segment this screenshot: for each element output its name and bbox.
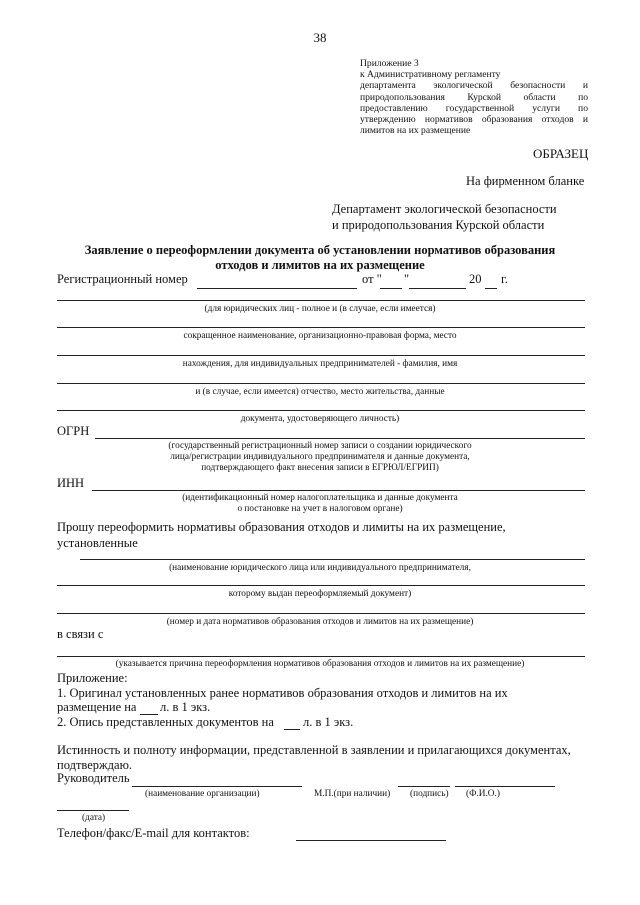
- letterhead-note: На фирменном бланке: [466, 174, 585, 188]
- addressee-line: и природопользования Курской области: [332, 218, 545, 232]
- addressee-line: Департамент экологической безопасности: [332, 202, 557, 216]
- entity-caption: которому выдан переоформляемый документ): [228, 589, 412, 599]
- entity-caption: (наименование юридического лица или индивидуального предпринимателя,: [169, 563, 471, 573]
- registration-year-field[interactable]: [485, 288, 497, 289]
- applicant-field-line-2[interactable]: [57, 327, 585, 328]
- document-title: [0, 243, 640, 273]
- confirmation-text: [57, 743, 571, 773]
- norms-caption: (номер и дата нормативов образования отходов и лимитов на их размещение): [166, 617, 474, 627]
- appendix-header: [360, 58, 588, 136]
- appendix-line: Приложение 3: [360, 58, 419, 69]
- page-number: 38: [313, 30, 327, 45]
- date-field[interactable]: [57, 810, 129, 811]
- reason-caption: (указывается причина переоформления нормативов образования отходов и лимитов на их размещение): [115, 659, 525, 669]
- registration-from-label: от ": [362, 272, 382, 286]
- title-line: отходов и лимитов на их размещение: [215, 258, 425, 272]
- ogrn-label: ОГРН: [57, 424, 90, 438]
- ogrn-caption: [55, 441, 585, 474]
- fio-field[interactable]: [455, 786, 555, 787]
- reason-field[interactable]: [57, 656, 585, 657]
- contacts-field[interactable]: [296, 840, 446, 841]
- appendix-line: к Административному регламенту: [360, 69, 501, 81]
- attachment-item-1-copies: л. в 1 экз.: [160, 700, 211, 714]
- applicant-field-line-4[interactable]: [57, 383, 585, 384]
- applicant-field-line-5[interactable]: [57, 410, 585, 411]
- applicant-caption: (для юридических лиц - полное и (в случае, если имеется): [204, 304, 436, 314]
- fio-caption: (Ф.И.О.): [466, 789, 500, 799]
- inn-caption-line: (идентификационный номер налогоплательщика и данные документа: [182, 493, 458, 503]
- attachment-item-2-pages-field[interactable]: [284, 729, 300, 730]
- signature-caption: (подпись): [410, 789, 449, 799]
- organization-name-caption: (наименование организации): [145, 789, 260, 799]
- attachment-item-1: 1. Оригинал установленных ранее нормативов образования отходов и лимитов на их: [57, 686, 508, 700]
- appendix-line: департамента экологической безопасности и: [360, 80, 588, 92]
- reason-label: в связи с: [57, 627, 104, 641]
- sample-label: ОБРАЗЕЦ: [533, 146, 589, 161]
- contacts-label: Телефон/факс/E-mail для контактов:: [57, 826, 250, 840]
- signature-field[interactable]: [398, 786, 450, 787]
- appendix-line: лимитов на их размещение: [360, 125, 471, 137]
- attachment-item-2-copies: л. в 1 экз.: [303, 715, 354, 729]
- inn-label: ИНН: [57, 476, 85, 490]
- entity-field[interactable]: [80, 559, 585, 560]
- ogrn-caption-line: подтверждающего факт внесения записи в ЕГРЮЛ/ЕГРИП): [201, 463, 439, 473]
- ogrn-field[interactable]: [95, 438, 585, 439]
- applicant-caption: нахождения, для индивидуальных предпринимателей - фамилия, имя: [182, 359, 458, 369]
- date-caption: (дата): [82, 813, 106, 823]
- request-line: Прошу переоформить нормативы образования отходов и лимиты на их размещение,: [57, 520, 506, 534]
- head-label: Руководитель: [57, 771, 130, 785]
- confirmation-line: Истинность и полноту информации, представленной в заявлении и прилагающихся документах,: [57, 743, 571, 757]
- applicant-caption: и (в случае, если имеется) отчество, место жительства, данные: [195, 387, 445, 397]
- inn-field[interactable]: [92, 490, 585, 491]
- request-text: [57, 519, 506, 551]
- attachment-item-1-pages-label: размещение на: [57, 700, 137, 714]
- request-line: установленные: [57, 536, 138, 550]
- registration-month-field[interactable]: [409, 288, 466, 289]
- entity-field-line-2[interactable]: [57, 585, 585, 586]
- registration-day-field[interactable]: [380, 288, 402, 289]
- applicant-field-line-3[interactable]: [57, 355, 585, 356]
- title-line: Заявление о переоформлении документа об установлении нормативов образования: [84, 243, 556, 257]
- applicant-caption: сокращенное наименование, организационно-правовая форма, место: [183, 331, 457, 341]
- norms-number-date-field[interactable]: [57, 613, 585, 614]
- seal-caption: М.П.(при наличии): [314, 789, 391, 799]
- ogrn-caption-line: лица/регистрации индивидуального предпринимателя и данные документа,: [170, 452, 470, 462]
- applicant-field-line-1[interactable]: [57, 300, 585, 301]
- registration-year-suffix: г.: [501, 272, 508, 286]
- inn-caption: [55, 493, 585, 515]
- ogrn-caption-line: (государственный регистрационный номер записи о создании юридического: [168, 441, 472, 451]
- registration-year-prefix: 20: [469, 272, 482, 286]
- registration-number-field[interactable]: [197, 288, 357, 289]
- addressee: [332, 201, 557, 233]
- registration-label: Регистрационный номер: [57, 272, 188, 286]
- registration-quote: ": [404, 272, 410, 286]
- appendix-line: утверждению нормативов образования отходов и: [360, 114, 588, 126]
- inn-caption-line: о постановке на учет в налоговом органе): [237, 504, 403, 514]
- applicant-caption: документа, удостоверяющего личность): [240, 414, 400, 424]
- appendix-line: предоставлению государственной услуги по: [360, 102, 588, 114]
- attachment-label: Приложение:: [57, 671, 128, 685]
- organization-name-field[interactable]: [132, 786, 302, 787]
- confirmation-line: подтверждаю.: [57, 758, 133, 772]
- attachment-item-2: 2. Опись представленных документов на: [57, 715, 274, 729]
- appendix-line: природопользования Курской области по: [360, 91, 588, 103]
